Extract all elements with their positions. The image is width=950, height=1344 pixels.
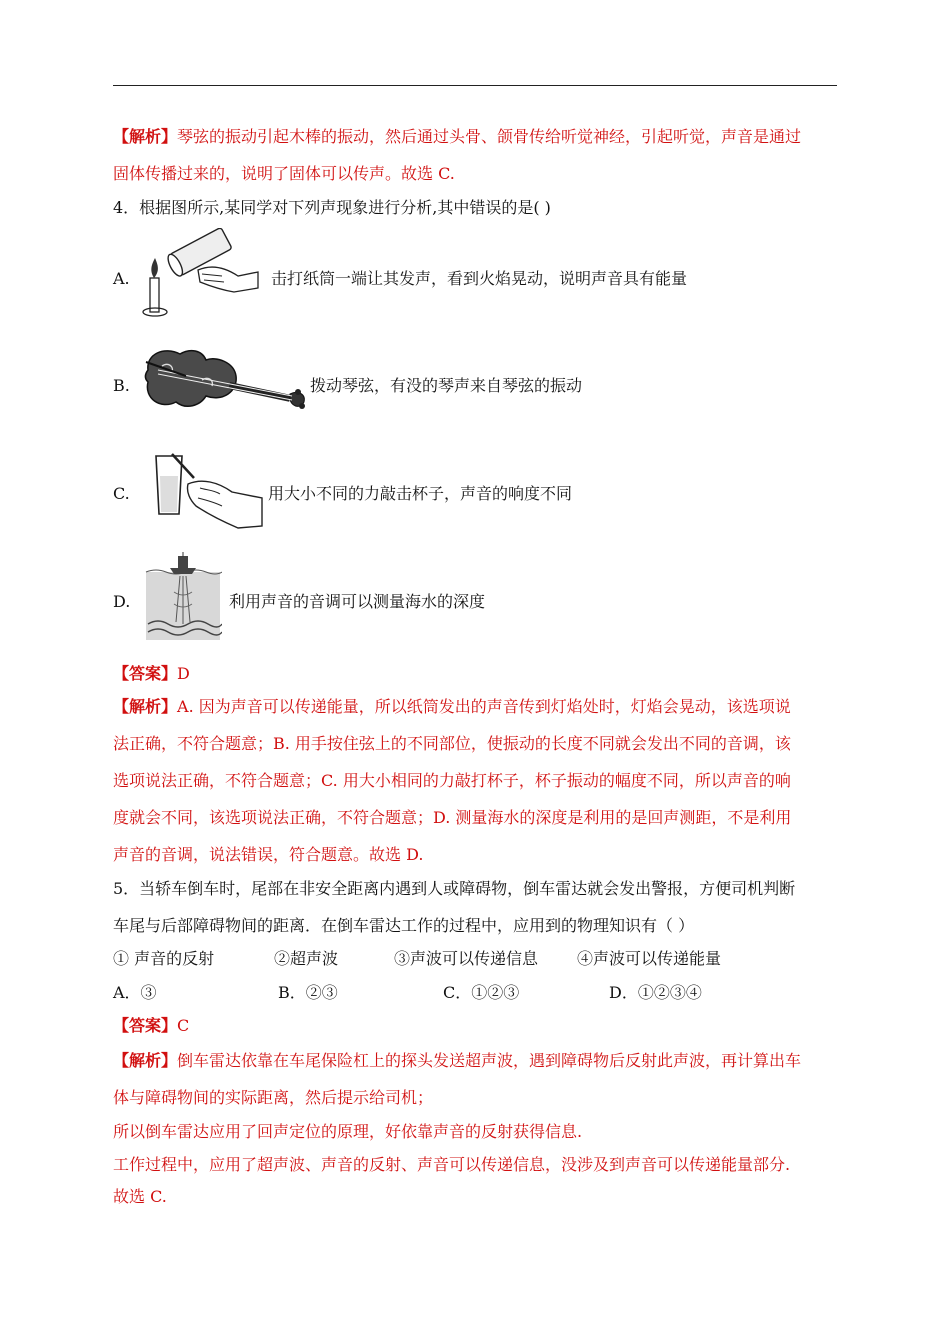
q5-analysis-line5: 故选 C. (113, 1187, 167, 1206)
option-c-letter: C. (113, 484, 130, 503)
figure-ship-sonar (144, 552, 222, 642)
q5-analysis-line4: 工作过程中，应用了超声波、声音的反射、声音可以传递信息，没涉及到声音可以传递能量部分. (113, 1155, 791, 1174)
option-b-letter: B. (113, 376, 130, 395)
analysis-tag: 【解析】 (113, 127, 178, 146)
q5-analysis-line3: 所以倒车雷达应用了回声定位的原理，好依靠声音的反射获得信息. (113, 1122, 583, 1141)
prev-analysis-line1 (113, 127, 801, 147)
q5-item-2: ②超声波 (274, 949, 339, 968)
q5-choice-b: B．②③ (278, 983, 338, 1002)
analysis-text: 倒车雷达依靠在车尾保险杠上的探头发送超声波，遇到障碍物后反射此声波，再计算出车 (177, 1051, 802, 1070)
analysis-tag: 【解析】 (113, 1051, 178, 1070)
analysis-tag: 【解析】 (113, 697, 178, 716)
q5-answer (113, 1016, 189, 1036)
option-c-text: 用大小不同的力敲击杯子，声音的响度不同 (268, 484, 573, 503)
answer-value: C (177, 1016, 190, 1035)
q5-item-4: ④声波可以传递能量 (577, 949, 722, 968)
figure-paper-tube-candle (138, 228, 260, 320)
question-4-stem: 4．根据图所示,某同学对下列声现象进行分析,其中错误的是( ) (113, 198, 551, 217)
option-d-text: 利用声音的音调可以测量海水的深度 (229, 592, 486, 611)
answer-tag: 【答案】 (113, 1016, 178, 1035)
q5-analysis-line1 (113, 1051, 801, 1071)
q5-choice-c: C．①②③ (443, 983, 520, 1002)
answer-value: D (177, 664, 190, 683)
q5-choice-d: D．①②③④ (609, 983, 702, 1002)
analysis-text: A. 因为声音可以传递能量，所以纸筒发出的声音传到灯焰处时，灯焰会晃动，该选项说 (177, 697, 791, 716)
option-a-letter: A. (113, 269, 130, 288)
prev-analysis-line2: 固体传播过来的，说明了固体可以传声。故选 C. (113, 164, 455, 183)
q5-analysis-line2: 体与障碍物间的实际距离，然后提示给司机； (113, 1088, 434, 1107)
q4-analysis-line5: 声音的音调，说法错误，符合题意。故选 D. (113, 845, 424, 864)
q5-item-1: ① 声音的反射 (113, 949, 215, 968)
q5-choice-a: A．③ (113, 983, 157, 1002)
header-rule (113, 85, 837, 86)
question-5-stem-line2: 车尾与后部障碍物间的距离．在倒车雷达工作的过程中，应用到的物理知识有（ ） (113, 916, 695, 935)
q5-item-3: ③声波可以传递信息 (394, 949, 539, 968)
question-5-stem-line1: 5．当轿车倒车时，尾部在非安全距离内遇到人或障碍物，倒车雷达就会发出警报，方便司机判断 (113, 879, 796, 898)
figure-glass-hand (148, 448, 264, 532)
q4-analysis-line4: 度就会不同，该选项说法正确，不符合题意；D. 测量海水的深度是利用的是回声测距，不是利用 (113, 808, 792, 827)
q4-analysis-line1 (113, 697, 791, 717)
analysis-text: 琴弦的振动引起木棒的振动，然后通过头骨、颌骨传给听觉神经，引起听觉，声音是通过 (177, 127, 802, 146)
q4-analysis-line2: 法正确，不符合题意；B. 用手按住弦上的不同部位，使振动的长度不同就会发出不同的音调，该 (113, 734, 791, 753)
option-a-text: 击打纸筒一端让其发声，看到火焰晃动，说明声音具有能量 (271, 269, 688, 288)
answer-tag: 【答案】 (113, 664, 178, 683)
option-b-text: 拨动琴弦，有没的琴声来自琴弦的振动 (310, 376, 583, 395)
figure-violin (140, 340, 310, 422)
q4-analysis-line3: 选项说法正确，不符合题意；C. 用大小相同的力敲打杯子，杯子振动的幅度不同，所以声音的响 (113, 771, 791, 790)
q4-answer (113, 664, 190, 684)
option-d-letter: D. (113, 592, 131, 611)
